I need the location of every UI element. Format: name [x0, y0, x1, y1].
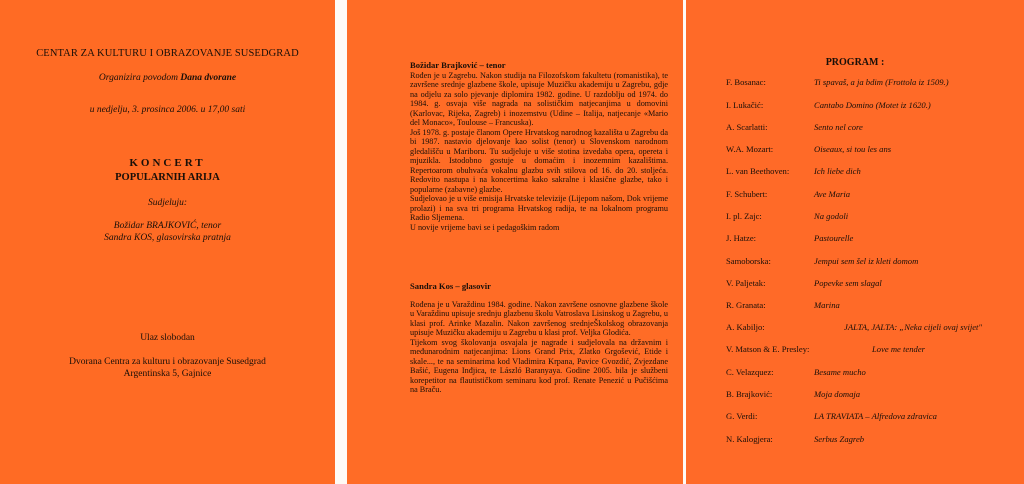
concert-subtitle: POPULARNIH ARIJA — [115, 172, 220, 183]
program-title: PROGRAM : — [825, 57, 885, 68]
program-item — [726, 211, 1016, 223]
program-work: Moja domaja — [814, 389, 861, 399]
bio-paragraph: Još 1978. g. postaje članom Opere Hrvatskog narodnog kazališta u Zagrebu da bi 1987. nastavio djelovanje kao solist (tenor) u Slovenskom narodnom gledališču u Mariboru. Tu sudjeluje u više stotina izvedaba opera, opereta i mjuzikla. Istodobno gostuje u domaćim i inozemnim kazalištima. Repertoarom obuhvaća vokalnu glazbu svih stilova od 16. do 20. stoljeća. Redovito nastupa i na koncertima kako sakralne i klasične glazbe, tako i popularne (zabavne) glazbe. — [410, 127, 668, 194]
concert-date: u nedjelju, 3. prosinca 2006. u 17,00 sati — [89, 105, 246, 115]
program-item — [726, 367, 1016, 379]
concert-title: KONCERT — [129, 157, 206, 169]
program-item — [726, 233, 1016, 245]
program-composer: Samoborska: — [726, 256, 771, 266]
program-item — [726, 144, 1016, 156]
venue-address: Argentinska 5, Gajnice — [123, 369, 212, 379]
bio-kos — [410, 282, 668, 395]
program-item — [726, 300, 1016, 312]
performers-label: Sudjeluju: — [147, 198, 188, 208]
occasion-prefix: Organizira povodom — [98, 73, 181, 83]
program-item — [726, 77, 1016, 89]
venue-name: Dvorana Centra za kulturu i obrazovanje Susedgrad — [69, 357, 266, 367]
program-work: Na godoli — [814, 211, 849, 221]
program-item — [726, 100, 1016, 112]
program-composer: V. Matson & E. Presley: — [726, 344, 810, 354]
program-composer: A. Kabiljo: — [726, 322, 765, 332]
program-work: LA TRAVIATA – Alfredova zdravica — [814, 411, 937, 421]
program-work: Besame mucho — [814, 367, 866, 377]
program-work: Serbus Zagreb — [814, 434, 865, 444]
performer-tenor: Božidar BRAJKOVIĆ, tenor — [113, 221, 222, 231]
bio-heading: Sandra Kos – glasovir — [410, 281, 491, 291]
program-composer: R. Granata: — [726, 300, 766, 310]
program-work: Marina — [814, 300, 840, 310]
program-work: Ich liebe dich — [814, 166, 861, 176]
program-item — [726, 411, 1016, 423]
performer-piano: Sandra KOS, glasovirska pratnja — [104, 233, 231, 243]
program-composer: I. Lukačić: — [726, 100, 764, 110]
program-work: Cantabo Domino (Motet iz 1620.) — [814, 100, 931, 110]
entry-note: Ulaz slobodan — [140, 333, 195, 343]
program-item — [726, 344, 1016, 356]
program-composer: N. Kalogjera: — [726, 434, 773, 444]
program-item — [726, 122, 1016, 134]
bio-paragraph: Sudjelovao je u više emisija Hrvatske televizije (Lijepom našom, Dok vrijeme prolazi) i na sva tri programa Hrvatskog radija, te na lokalnom programu Radio Sljemena. — [410, 194, 668, 222]
bio-paragraph: Rođena je u Varaždinu 1984. godine. Nakon završene osnovne glazbene škole u Varaždinu upisuje srednju glazbenu školu Vatroslava Lisinskog u Zagrebu, u klasi prof. Arinke Mazalin. Nakon završenog srednjeŠkolskog obrazovanja upisuje Muzičku akademiju u Zagrebu u klasi prof. Veljka Glodića. — [410, 299, 668, 337]
program-item — [726, 189, 1016, 201]
program-composer: F. Bosanac: — [726, 77, 766, 87]
panel-divider — [335, 0, 347, 484]
program-item — [726, 256, 1016, 268]
program-work: Ave Maria — [814, 189, 851, 199]
program-composer: F. Schubert: — [726, 189, 768, 199]
program-work: Pastourelle — [814, 233, 854, 243]
program-work: Popevke sem slagal — [814, 278, 882, 288]
program-work: Oiseaux, si tou les ans — [814, 144, 892, 154]
bio-paragraph: Rođen je u Zagrebu. Nakon studija na Filozofskom fakultetu (romanistika), te završene srednje glazbene škole, upisuje Muzičku akademiju u Zagrebu, gdje na odjelu za solo pjevanje diplomira 1982. godine. U razdoblju od 1974. do 1984. g. osvaja više nagrada na solističkim natjecanjima u domovini (Karlovac, Rijeka, Zagreb) i inozemstvu (Udine – Italija, natjecanje «Mario del Monaco», Toulouse – Francuska). — [410, 70, 668, 127]
program-item — [726, 322, 1016, 334]
program-item — [726, 389, 1016, 401]
program-work: Jempui sem šel iz kleti domom — [814, 256, 919, 266]
program-item — [726, 278, 1016, 290]
program-work: Ti spavaš, a ja bdim (Frottola iz 1509.) — [814, 77, 949, 87]
occasion-name: Dana dvorane — [180, 73, 237, 83]
occasion-line — [0, 73, 335, 83]
program-composer: W.A. Mozart: — [726, 144, 774, 154]
program-work: JALTA, JALTA: „Neka cijeli ovaj svijet" — [844, 322, 983, 332]
program-work: Love me tender — [872, 344, 925, 354]
program-composer: G. Verdi: — [726, 411, 758, 421]
program-composer: V. Paljetak: — [726, 278, 766, 288]
program-composer: A. Scarlatti: — [726, 122, 768, 132]
bio-paragraph: U novije vrijeme bavi se i pedagoškim radom — [410, 222, 560, 232]
organizer-name: CENTAR ZA KULTURU I OBRAZOVANJE SUSEDGRAD — [36, 48, 299, 59]
program-composer: J. Hatze: — [726, 233, 757, 243]
program-composer: B. Brajković: — [726, 389, 773, 399]
program-composer: C. Velazquez: — [726, 367, 774, 377]
program-composer: L. van Beethoven: — [726, 166, 790, 176]
program-item — [726, 434, 1016, 446]
bio-heading: Božidar Brajković – tenor — [410, 60, 506, 70]
bio-paragraph: Tijekom svog školovanja osvajala je nagrade i sudjelovala na državnim i međunarodnim natjecanjima: Lions Grand Prix, Zlatko Grgošević, Etide i skale..., te na seminarima kod Vladimira Krpana, Pavice Gvozdić, Zvjezdane Bašić, Eugena Inđjica, te László Baranyaya. Godine 2005. bila je službeni korepetitor na flautističkom seminaru kod prof. Renate Penezić u Pučišćima na Braču. — [410, 337, 668, 394]
program-work: Sento nel core — [814, 122, 863, 132]
bio-brajkovic — [410, 61, 668, 232]
program-composer: I. pl. Zajc: — [726, 211, 762, 221]
program-item — [726, 166, 1016, 178]
